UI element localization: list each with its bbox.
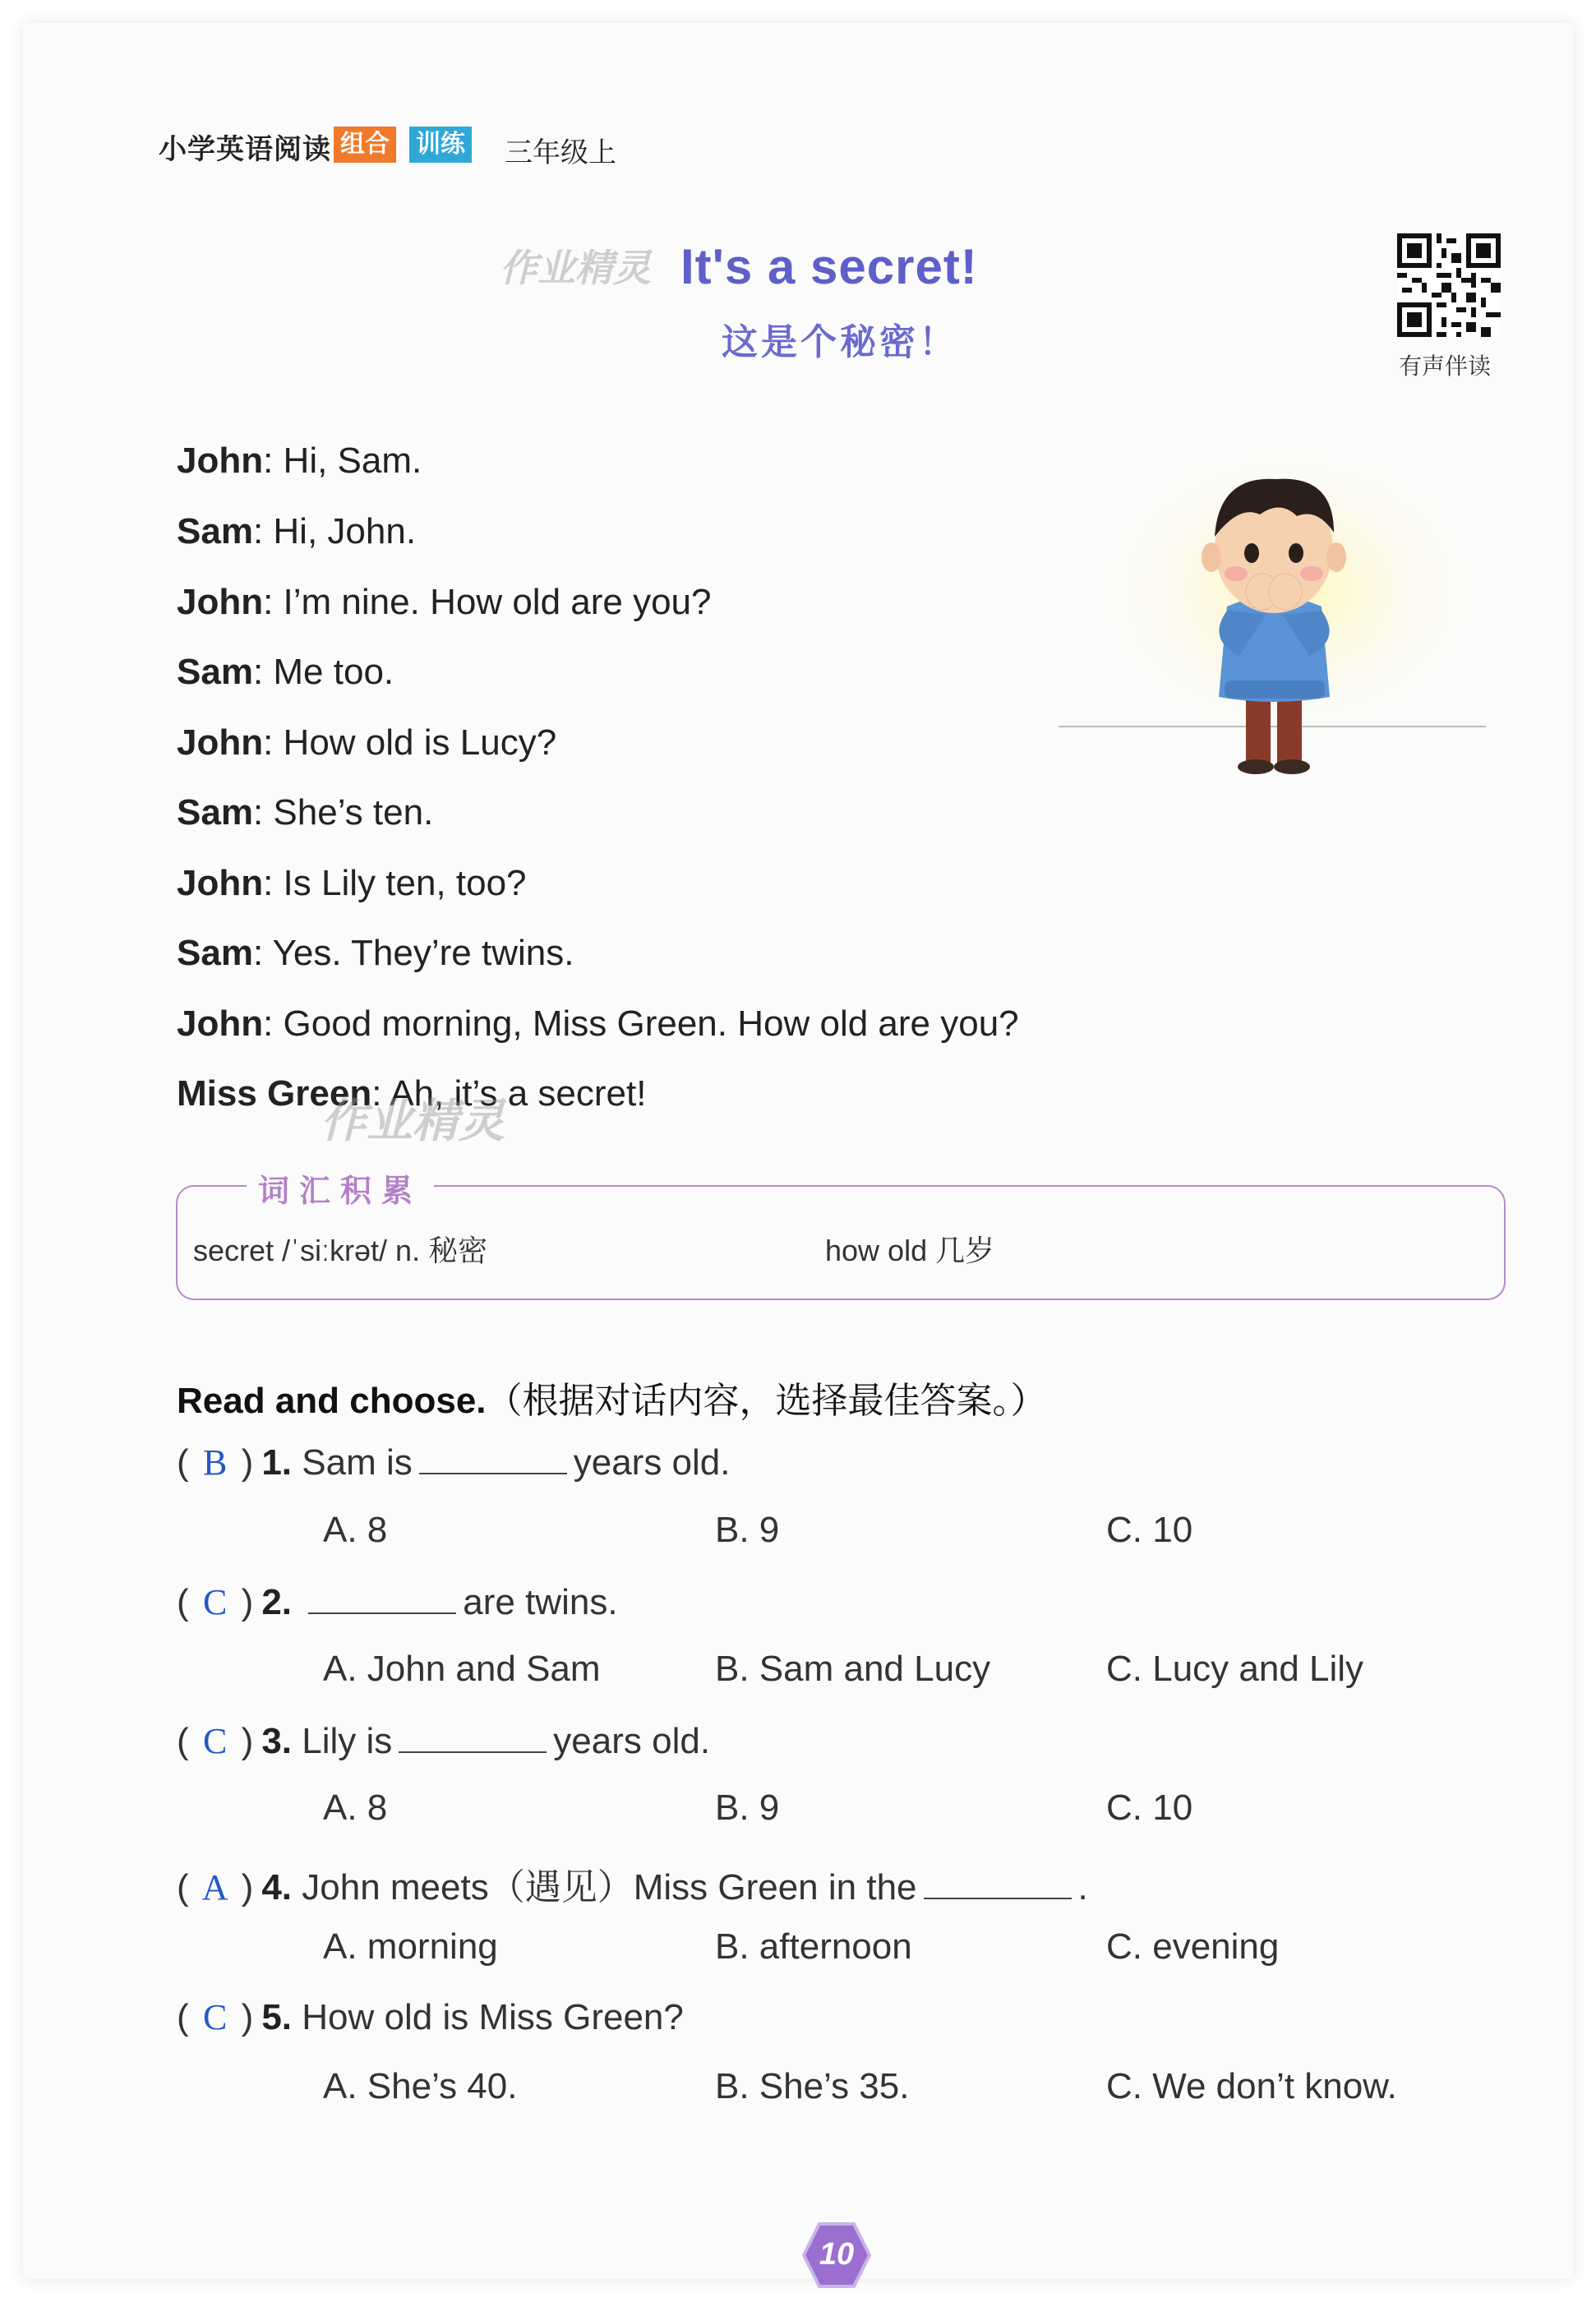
dialogue-text: : Me too. [252,652,394,692]
dialogue-line [177,792,433,833]
question-5: ( C ) 5. How old is Miss Green? [177,1997,684,2037]
dialogue-text: : I’m nine. How old are you? [263,582,712,622]
question-text: Lily is [302,1721,393,1761]
option-b: B. 9 [715,1510,780,1550]
answer-mark: C [202,1997,228,2037]
audio-reading-label: 有声伴读 [1399,353,1492,379]
option-a: A. She’s 40. [323,2066,518,2106]
dialogue-line [177,863,527,904]
dialogue-line [177,722,556,763]
answer-blank[interactable] [399,1718,547,1753]
dialogue-text: : Hi, John. [252,511,417,551]
option-c: C. 10 [1106,1510,1193,1550]
question-text: Sam is [302,1442,413,1483]
option-c: C. We don’t know. [1106,2066,1397,2106]
dialogue-line [177,511,416,552]
speaker-name: John [177,441,264,481]
option-c: C. evening [1106,1926,1280,1967]
vocabulary-item: secret /ˈsiːkrət/ n. 秘密 [193,1234,488,1267]
option-a: A. 8 [323,1788,388,1828]
answer-blank[interactable] [419,1440,567,1474]
qr-code-icon[interactable] [1397,233,1501,337]
answer-blank[interactable] [308,1580,456,1614]
option-b: B. afternoon [715,1926,912,1967]
answer-mark: C [202,1582,228,1622]
speaker-name: Sam [177,933,253,973]
instruction-english: Read and choose. [177,1381,487,1421]
question-4: ( A ) 4. John meets（遇见）Miss Green in the . [177,1857,1088,1910]
watermark-middle: 作业精灵 [321,1095,505,1146]
question-text-end: years old. [553,1721,711,1761]
page-number: 10 [819,2237,855,2272]
option-b: B. Sam and Lucy [715,1649,991,1689]
question-number: 5. [261,1997,293,2037]
dialogue-text: : How old is Lucy? [263,722,557,763]
dialogue-line [177,582,712,623]
exercise-instruction [177,1371,1047,1423]
series-badge-training: 训练 [409,127,472,163]
speaker-name: John [177,582,264,622]
speaker-name: Sam [177,792,253,833]
answer-mark: C [202,1721,228,1761]
dialogue-line [177,933,574,974]
vocabulary-item: how old 几岁 [825,1234,995,1267]
series-badge-combo: 组合 [334,127,396,163]
question-3: ( C ) 3. Lily is years old. [177,1718,710,1762]
boy-illustration [1050,450,1494,796]
question-text-end: are twins. [463,1582,618,1622]
speaker-name: John [177,1003,264,1044]
question-text-end: . [1077,1867,1088,1908]
question-text: John meets（遇见）Miss Green in the [302,1867,917,1908]
dialogue-line [177,1003,1019,1045]
dialogue-line [177,652,394,693]
question-1: ( B ) 1. Sam is years old. [177,1440,731,1483]
question-2: ( C ) 2. are twins. [177,1580,618,1623]
dialogue-text: : Good morning, Miss Green. How old are you? [263,1003,1019,1044]
option-c: C. Lucy and Lily [1106,1649,1364,1689]
series-title: 小学英语阅读 [159,134,331,165]
dialogue-text: : She’s ten. [252,792,434,833]
answer-mark: B [202,1442,228,1483]
option-a: A. John and Sam [323,1649,601,1689]
lesson-subtitle: 这是个秘密！ [722,322,958,362]
option-a: A. 8 [323,1510,388,1550]
speaker-name: John [177,722,264,763]
option-c: C. 10 [1106,1788,1193,1828]
question-number: 4. [261,1867,293,1908]
dialogue-text: : Hi, Sam. [263,441,422,481]
instruction-chinese: （根据对话内容，选择最佳答案。） [486,1381,1047,1421]
option-b: B. She’s 35. [715,2066,910,2106]
option-b: B. 9 [715,1788,780,1828]
speaker-name: Sam [177,652,253,692]
question-text-end: years old. [573,1442,731,1483]
question-text: How old is Miss Green? [302,1997,684,2037]
dialogue-text: : Yes. They’re twins. [252,933,574,973]
answer-blank[interactable] [924,1865,1072,1899]
watermark-top: 作业精灵 [500,247,651,289]
lesson-title: It's a secret! [680,239,978,294]
speaker-name: Miss Green [177,1073,372,1114]
dialogue-text: : Ah, it’s a secret! [371,1073,647,1114]
worksheet-page [23,23,1573,2279]
speaker-name: John [177,863,264,903]
question-number: 3. [261,1721,293,1761]
vocabulary-label: 词汇积累 [247,1165,434,1211]
dialogue-text: : Is Lily ten, too? [263,863,527,903]
question-number: 1. [261,1442,293,1483]
option-a: A. morning [323,1926,498,1967]
speaker-name: Sam [177,511,253,551]
dialogue-line [177,441,422,482]
answer-mark: A [201,1867,228,1908]
question-number: 2. [261,1582,293,1622]
grade-label: 三年级上 [505,137,616,168]
